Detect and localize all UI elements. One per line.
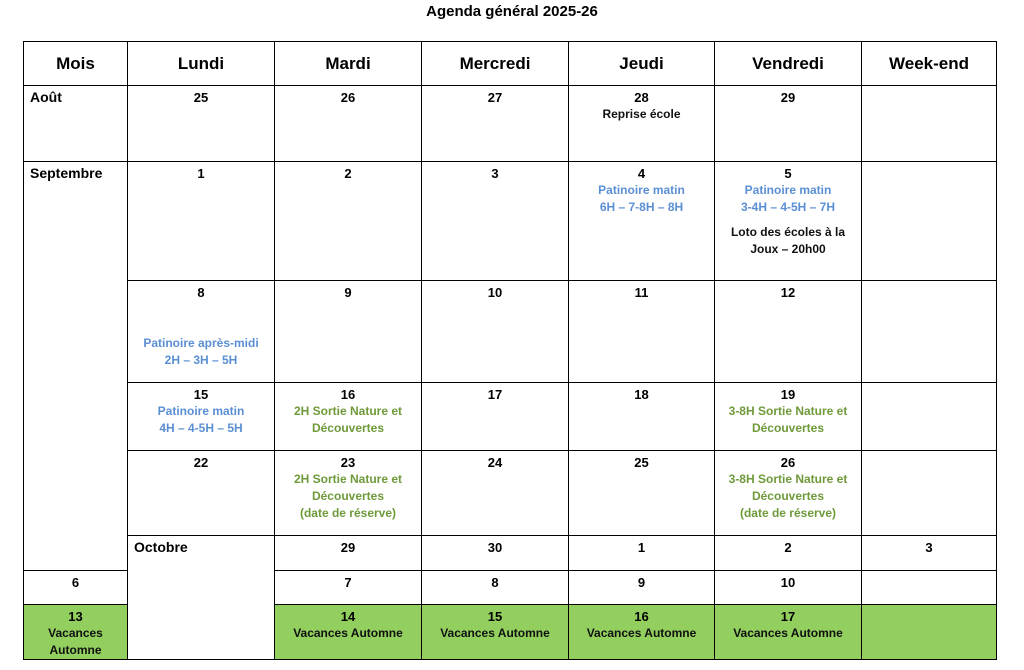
event-sortie-nature-suite: Découvertes xyxy=(751,489,825,503)
day-cell xyxy=(128,86,275,162)
day-cell xyxy=(569,383,715,451)
day-cell xyxy=(128,162,275,281)
day-cell xyxy=(422,86,569,162)
header-mercredi: Mercredi xyxy=(422,42,569,86)
day-number: 26 xyxy=(780,455,796,470)
day-number: 16 xyxy=(634,609,649,624)
event-vacances: Vacances Automne xyxy=(733,626,843,640)
event-vacances: Vacances Automne xyxy=(48,626,103,657)
event-patinoire: Patinoire après-midi xyxy=(143,336,259,350)
header-vendredi: Vendredi xyxy=(715,42,862,86)
day-number: 28 xyxy=(634,90,649,105)
header-lundi: Lundi xyxy=(128,42,275,86)
event-loto-lieu: Joux – 20h00 xyxy=(750,242,826,256)
day-number: 18 xyxy=(634,387,649,402)
day-number: 3 xyxy=(491,166,499,181)
holiday-cell xyxy=(24,605,128,660)
day-number: 2 xyxy=(784,540,792,555)
event-patinoire: Patinoire matin xyxy=(598,183,685,197)
day-cell xyxy=(569,451,715,536)
day-number: 15 xyxy=(193,387,209,402)
day-number: 25 xyxy=(193,90,209,105)
day-cell xyxy=(715,281,862,383)
day-number: 10 xyxy=(780,575,796,590)
weekend-cell xyxy=(862,383,997,451)
day-cell xyxy=(128,281,275,383)
header-jeudi: Jeudi xyxy=(569,42,715,86)
day-cell xyxy=(275,86,422,162)
page-title: Agenda général 2025-26 xyxy=(426,3,598,20)
event-sortie-nature: 2H Sortie Nature et xyxy=(293,404,403,418)
day-number: 9 xyxy=(637,575,646,590)
day-number: 17 xyxy=(780,609,796,624)
day-cell xyxy=(569,536,715,571)
weekend-cell xyxy=(862,605,997,660)
event-sortie-nature-suite: Découvertes xyxy=(311,489,385,503)
weekend-cell xyxy=(862,451,997,536)
day-cell xyxy=(569,86,715,162)
holiday-cell xyxy=(422,605,569,660)
header-mois: Mois xyxy=(24,42,128,86)
day-number: 8 xyxy=(491,575,499,590)
day-number: 14 xyxy=(340,609,356,624)
event-sortie-nature-suite: Découvertes xyxy=(311,421,385,435)
day-number: 17 xyxy=(487,387,503,402)
day-number: 10 xyxy=(487,285,503,300)
day-cell xyxy=(275,451,422,536)
month-cell-octobre: Octobre xyxy=(128,536,275,660)
day-number: 9 xyxy=(344,285,352,300)
day-cell xyxy=(715,536,862,571)
day-cell xyxy=(422,451,569,536)
weekend-cell xyxy=(862,86,997,162)
day-number: 23 xyxy=(340,455,356,470)
header-row xyxy=(24,42,997,86)
day-number: 11 xyxy=(634,285,649,300)
event-date-reserve: (date de réserve) xyxy=(299,506,397,520)
event-patinoire-classes: 3-4H – 4-5H – 7H xyxy=(740,200,836,214)
day-number: 5 xyxy=(784,166,792,181)
day-cell xyxy=(275,162,422,281)
weekend-cell xyxy=(862,162,997,281)
day-number: 1 xyxy=(637,540,646,555)
day-number: 26 xyxy=(340,90,356,105)
event-sortie-nature: 2H Sortie Nature et xyxy=(293,472,403,486)
day-number: 15 xyxy=(487,609,503,624)
event-loto: Loto des écoles à la xyxy=(730,225,846,239)
day-number: 16 xyxy=(340,387,356,402)
day-cell xyxy=(422,281,569,383)
day-number: 25 xyxy=(634,455,649,470)
day-number: 3 xyxy=(925,540,933,555)
event-patinoire-classes: 2H – 3H – 5H xyxy=(164,353,238,367)
month-cell-aout: Août xyxy=(24,86,128,162)
day-number: 29 xyxy=(780,90,796,105)
day-number: 29 xyxy=(340,540,356,555)
day-number: 2 xyxy=(344,166,352,181)
day-number: 4 xyxy=(637,166,646,181)
day-cell xyxy=(128,383,275,451)
day-cell xyxy=(24,571,128,605)
holiday-cell xyxy=(569,605,715,660)
day-cell xyxy=(715,451,862,536)
day-number: 6 xyxy=(71,575,80,590)
day-cell xyxy=(422,162,569,281)
day-number: 1 xyxy=(197,166,205,181)
month-cell-septembre: Septembre xyxy=(24,162,128,571)
day-number: 13 xyxy=(68,609,83,624)
header-weekend: Week-end xyxy=(862,42,997,86)
holiday-cell xyxy=(715,605,862,660)
day-number: 12 xyxy=(780,285,796,300)
event-vacances: Vacances Automne xyxy=(586,626,697,640)
day-cell xyxy=(862,536,997,571)
event-vacances: Vacances Automne xyxy=(293,626,403,640)
event-sortie-nature: 3-8H Sortie Nature et xyxy=(728,404,848,418)
day-cell xyxy=(715,383,862,451)
day-cell xyxy=(422,383,569,451)
week-row xyxy=(24,383,997,451)
day-cell xyxy=(715,571,862,605)
day-cell xyxy=(128,451,275,536)
agenda-table xyxy=(23,41,997,660)
day-cell xyxy=(569,571,715,605)
event-sortie-nature-suite: Découvertes xyxy=(751,421,825,435)
event-reprise-ecole: Reprise école xyxy=(602,107,681,121)
event-patinoire-classes: 6H – 7-8H – 8H xyxy=(599,200,684,214)
day-number: 27 xyxy=(487,90,503,105)
week-row xyxy=(24,86,997,162)
day-cell xyxy=(275,383,422,451)
day-number: 30 xyxy=(487,540,503,555)
event-patinoire: Patinoire matin xyxy=(157,404,245,418)
event-vacances: Vacances Automne xyxy=(440,626,550,640)
header-mardi: Mardi xyxy=(275,42,422,86)
day-number: 22 xyxy=(193,455,209,470)
week-row xyxy=(24,281,997,383)
day-cell xyxy=(715,162,862,281)
day-number: 24 xyxy=(487,455,503,470)
weekend-cell xyxy=(862,281,997,383)
day-cell xyxy=(569,162,715,281)
holiday-cell xyxy=(275,605,422,660)
day-cell xyxy=(275,536,422,571)
event-patinoire: Patinoire matin xyxy=(744,183,832,197)
day-cell xyxy=(275,281,422,383)
day-cell xyxy=(715,86,862,162)
week-row xyxy=(24,162,997,281)
event-patinoire-classes: 4H – 4-5H – 5H xyxy=(159,421,243,435)
week-row xyxy=(24,451,997,536)
event-date-reserve: (date de réserve) xyxy=(739,506,837,520)
day-cell xyxy=(422,536,569,571)
week-row xyxy=(24,536,997,571)
event-sortie-nature: 3-8H Sortie Nature et xyxy=(728,472,848,486)
day-number: 7 xyxy=(344,575,352,590)
day-number: 19 xyxy=(780,387,796,402)
weekend-cell xyxy=(862,571,997,605)
day-cell xyxy=(275,571,422,605)
day-cell xyxy=(569,281,715,383)
day-cell xyxy=(422,571,569,605)
day-number: 8 xyxy=(197,285,205,300)
